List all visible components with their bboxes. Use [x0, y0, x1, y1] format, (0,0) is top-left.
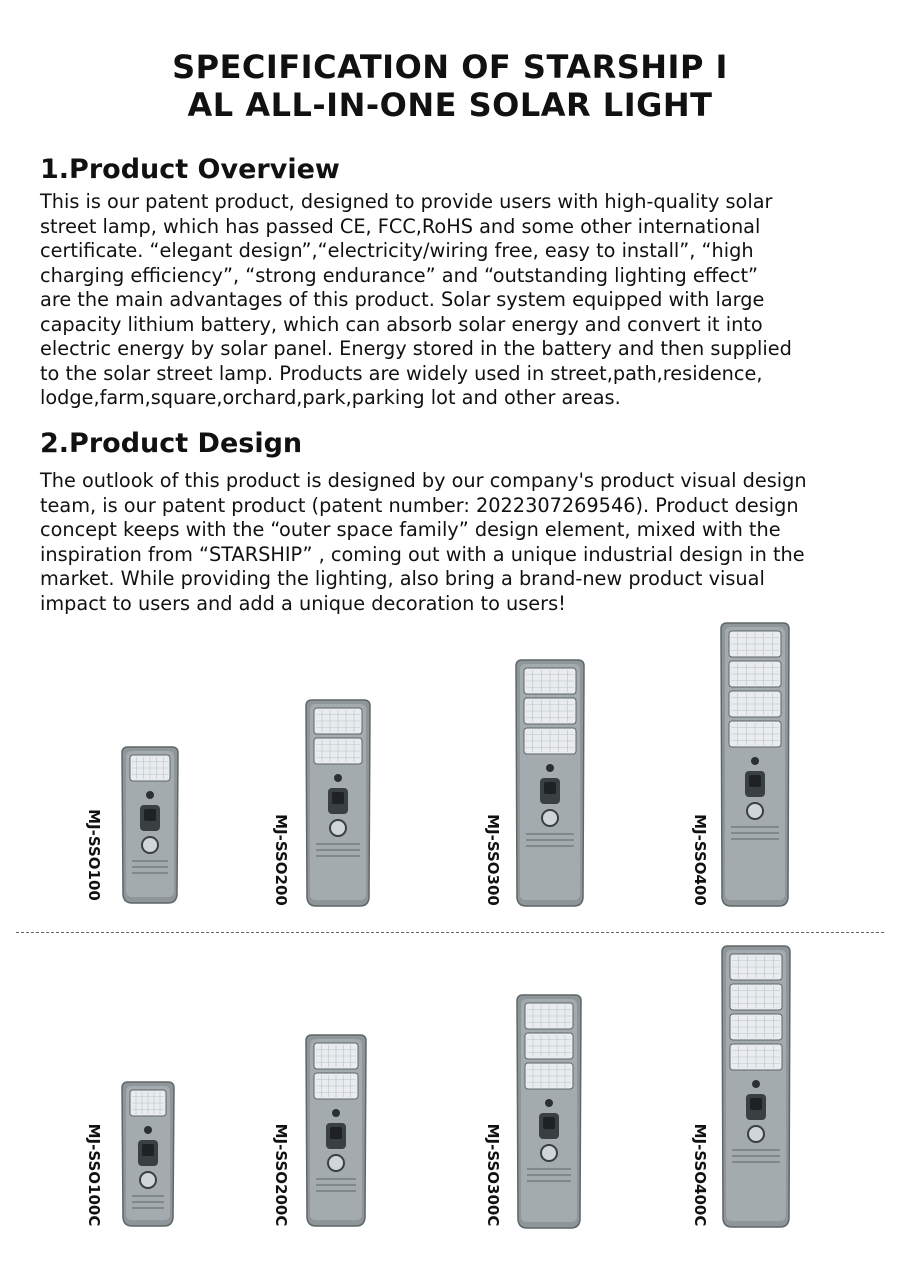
design-line: impact to users and add a unique decoration to users! [40, 591, 566, 615]
overview-line: lodge,farm,square,orchard,park,parking lot and other areas. [40, 386, 621, 409]
overview-line: street lamp, which has passed CE, FCC,RoHS and some other international [40, 214, 761, 238]
solar-street-light-image [120, 745, 180, 905]
solar-street-light-image [514, 658, 586, 908]
design-line: team, is our patent product (patent number: 2022307269546). Product design [40, 493, 799, 517]
overview-paragraph [40, 190, 900, 411]
design-line: inspiration from “STARSHIP” , coming out with a unique industrial design in the [40, 542, 805, 566]
title-line-1: SPECIFICATION OF STARSHIP I [172, 48, 728, 86]
solar-street-light-image [304, 1033, 368, 1228]
model-label: MJ-SSO300C [484, 1123, 502, 1227]
model-label: MJ-SSO200 [272, 814, 290, 906]
overview-line: certificate. “elegant design”,“electricity/wiring free, easy to install”, “high [40, 239, 754, 262]
model-label: MJ-SSO100C [85, 1123, 103, 1227]
design-line: market. While providing the lighting, also bring a brand-new product visual [40, 567, 765, 590]
solar-street-light-image [719, 621, 791, 908]
overview-line: electric energy by solar panel. Energy stored in the battery and then supplied [40, 337, 792, 360]
overview-heading: 1.Product Overview [40, 154, 340, 185]
design-line: The outlook of this product is designed by our company's product visual design [40, 469, 807, 492]
overview-line: capacity lithium battery, which can absorb solar energy and convert it into [40, 312, 763, 336]
solar-street-light-image [515, 993, 583, 1230]
model-label: MJ-SSO400C [691, 1123, 709, 1227]
model-label: MJ-SSO200C [272, 1123, 290, 1227]
design-heading: 2.Product Design [40, 428, 303, 459]
overview-line: This is our patent product, designed to provide users with high-quality solar [40, 190, 773, 213]
design-paragraph [40, 469, 900, 616]
model-label: MJ-SSO300 [484, 814, 502, 906]
title-line-2: AL ALL-IN-ONE SOLAR LIGHT [187, 86, 713, 124]
dashed-divider [16, 932, 884, 933]
document-title [40, 48, 860, 124]
solar-street-light-image [304, 698, 372, 908]
overview-line: are the main advantages of this product. Solar system equipped with large [40, 288, 765, 311]
solar-street-light-image [720, 944, 792, 1229]
solar-street-light-image [120, 1080, 176, 1228]
overview-line: to the solar street lamp. Products are widely used in street,path,residence, [40, 361, 763, 385]
model-label: MJ-SSO400 [691, 814, 709, 906]
overview-line: charging efficiency”, “strong endurance” and “outstanding lighting effect” [40, 263, 759, 287]
design-line: concept keeps with the “outer space family” design element, mixed with the [40, 518, 781, 541]
model-label: MJ-SSO100 [85, 809, 103, 901]
